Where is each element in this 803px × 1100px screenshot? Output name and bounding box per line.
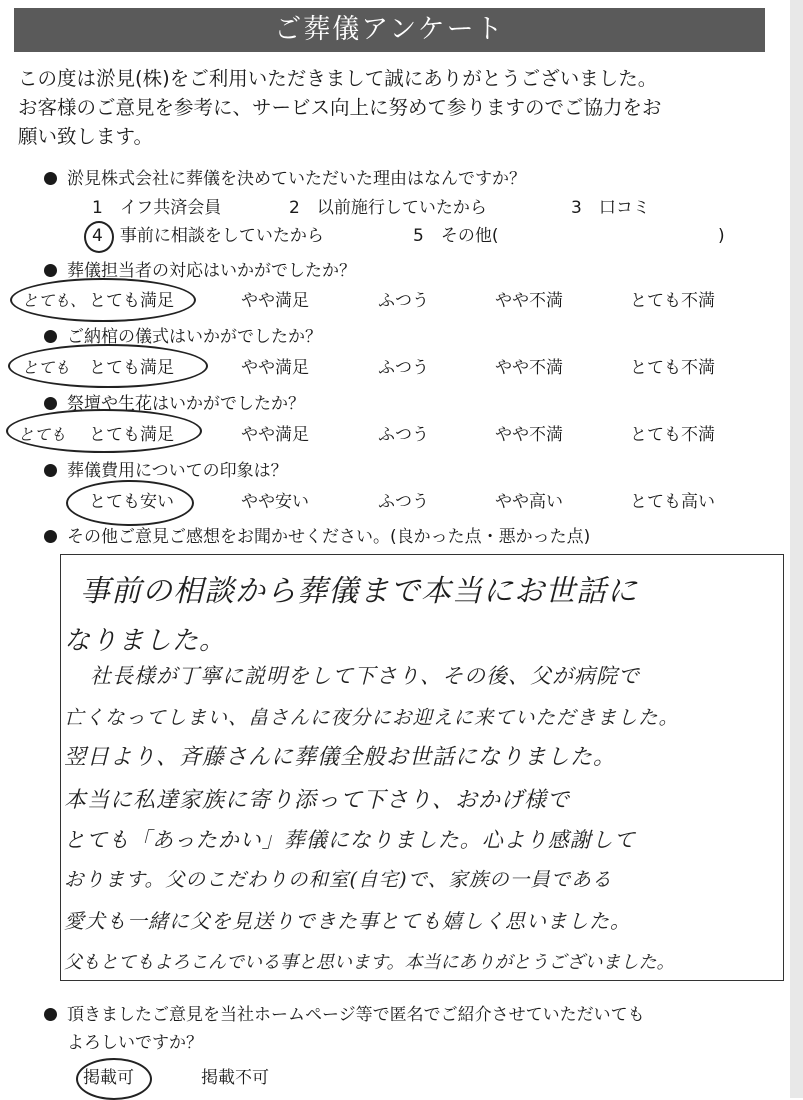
option[interactable]: やや不満 (495, 291, 563, 311)
comment-line: とても「あったかい」葬儀になりました。心より感謝して (64, 828, 636, 852)
bullet-icon (44, 1008, 57, 1021)
option[interactable]: 3 口コミ (571, 198, 650, 218)
question-text: 頂きましたご意見を当社ホームページ等で匿名でご紹介させていただいても (67, 1005, 645, 1025)
option[interactable]: とても不満 (630, 425, 715, 445)
option[interactable]: とても満足 (89, 358, 174, 378)
option[interactable]: やや不満 (495, 425, 563, 445)
handwritten-note: とても、 (22, 291, 87, 310)
option[interactable]: とても高い (630, 492, 715, 512)
comment-line: 亡くなってしまい、畠さんに夜分にお迎えに来ていただきました。 (64, 706, 680, 729)
option[interactable]: 2 以前施行していたから (289, 198, 487, 218)
question-text: 祭壇や生花はいかがでしたか？ (67, 394, 305, 414)
question-7 (44, 1004, 645, 1026)
option[interactable]: とても不満 (630, 358, 715, 378)
option[interactable]: ふつう (378, 291, 429, 311)
question-7-line-2: よろしいですか？ (67, 1033, 203, 1053)
handwritten-note: とても (18, 425, 67, 444)
option[interactable]: やや高い (495, 492, 563, 512)
survey-title: ご葬儀アンケート (14, 8, 765, 52)
handwritten-note: とても (22, 358, 71, 377)
option: ) (718, 226, 725, 246)
comment-line: おります。父のこだわりの和室(自宅)で、家族の一員である (64, 868, 613, 891)
comment-line: 事前の相談から葬儀まで本当にお世話に (80, 574, 638, 609)
option[interactable]: 1 イフ共済会員 (92, 198, 222, 218)
bullet-icon (44, 264, 57, 277)
intro-text (18, 64, 778, 151)
question-5 (44, 460, 288, 482)
bullet-icon (44, 330, 57, 343)
bullet-icon (44, 172, 57, 185)
selection-circle (84, 221, 114, 253)
bullet-icon (44, 530, 57, 543)
bullet-icon (44, 464, 57, 477)
intro-line: この度は淤見(株)をご利用いただきまして誠にありがとうございました。 (18, 67, 658, 90)
selection-circle (6, 409, 202, 453)
option[interactable]: 5 その他( (413, 226, 499, 246)
intro-line: 願い致します。 (18, 125, 153, 148)
comment-line: 本当に私達家族に寄り添って下さり、おかげ様で (64, 788, 571, 813)
option[interactable]: とても安い (89, 492, 174, 512)
scan-edge (790, 0, 803, 1098)
option[interactable]: 4 事前に相談をしていたから (92, 226, 324, 246)
comment-line: 翌日より、斉藤さんに葬儀全般お世話になりました。 (64, 745, 617, 770)
question-text: その他ご意見ご感想をお聞かせください。(良かった点・悪かった点) (67, 527, 591, 547)
comment-line: 父もとてもよろこんでいる事と思います。本当にありがとうございました。 (64, 952, 675, 973)
option[interactable]: ふつう (378, 492, 429, 512)
option[interactable]: とても不満 (630, 291, 715, 311)
question-6 (44, 526, 590, 548)
selection-circle (10, 278, 196, 322)
selection-circle (66, 480, 194, 526)
option[interactable]: ふつう (378, 425, 429, 445)
selection-circle (76, 1058, 152, 1100)
comment-line: 愛犬も一緒に父を見送りできた事とても嬉しく思いました。 (64, 909, 631, 933)
option[interactable]: やや安い (241, 492, 309, 512)
option[interactable]: とても満足 (89, 425, 174, 445)
question-text: ご納棺の儀式はいかがでしたか？ (67, 327, 322, 347)
question-1 (44, 168, 526, 190)
comment-line: 社長様が丁寧に説明をして下さり、その後、父が病院で (90, 664, 640, 688)
option[interactable]: ふつう (378, 358, 429, 378)
question-text: 葬儀担当者の対応はいかがでしたか？ (67, 261, 356, 281)
bullet-icon (44, 397, 57, 410)
option[interactable]: とても満足 (89, 291, 174, 311)
selection-circle (8, 344, 208, 388)
option[interactable]: 掲載可 (83, 1068, 134, 1088)
option[interactable]: やや満足 (241, 425, 309, 445)
intro-line: お客様のご意見を参考に、サービス向上に努めて参りますのでご協力をお (18, 96, 662, 119)
option[interactable]: やや満足 (241, 291, 309, 311)
option[interactable]: やや満足 (241, 358, 309, 378)
option[interactable]: やや不満 (495, 358, 563, 378)
comment-line: なりました。 (64, 626, 227, 656)
question-text: 葬儀費用についての印象は？ (67, 461, 288, 481)
option[interactable]: 掲載不可 (201, 1068, 269, 1088)
question-text: 淤見株式会社に葬儀を決めていただいた理由はなんですか？ (67, 169, 526, 189)
